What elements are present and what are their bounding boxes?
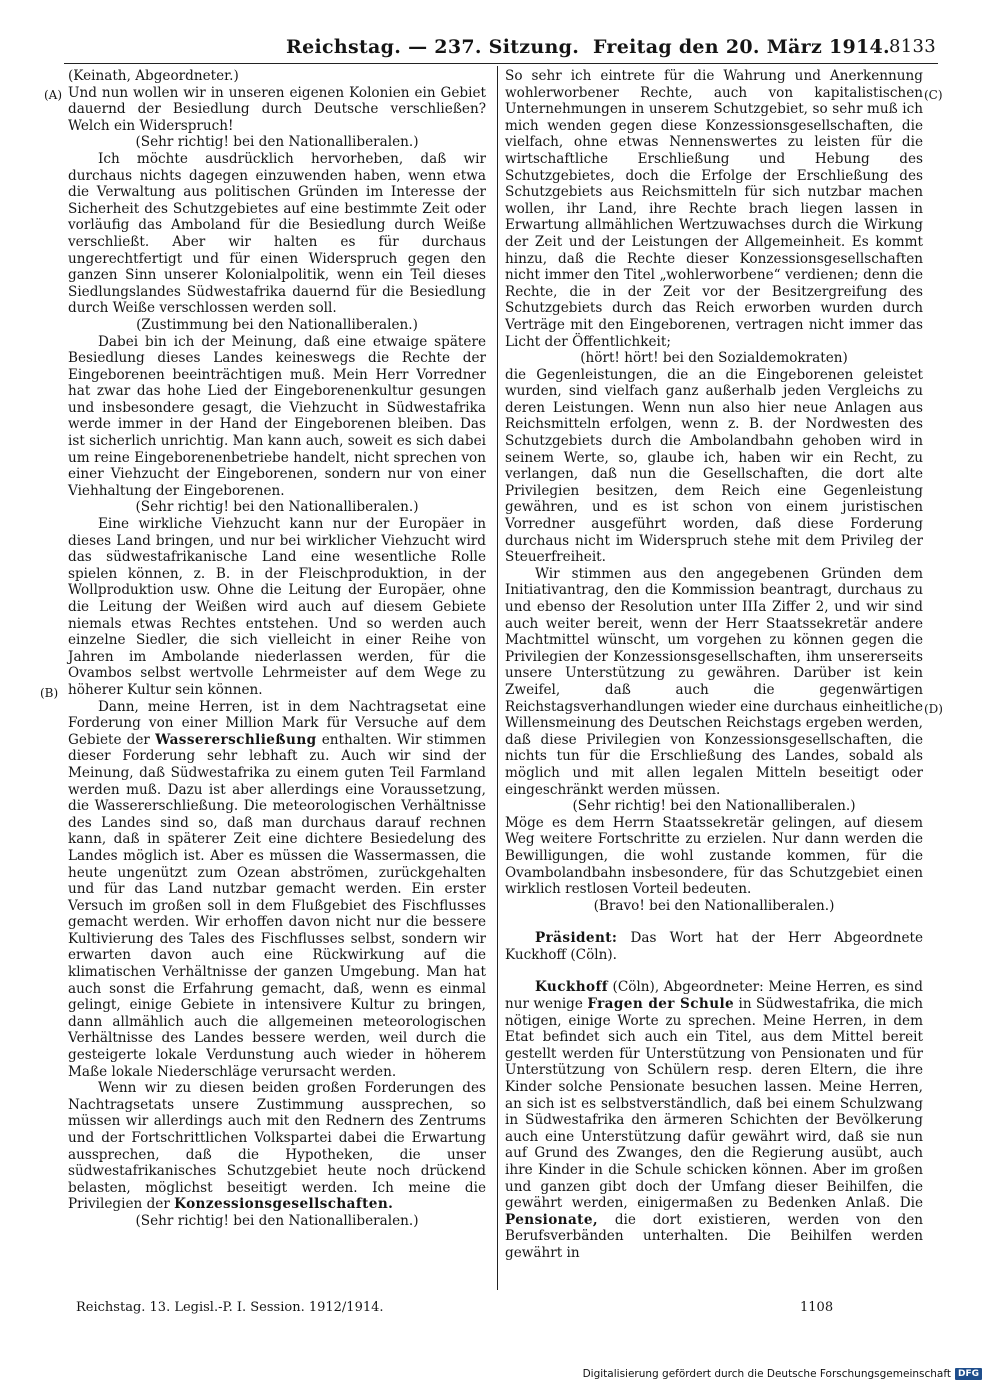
speaker-name: Präsident:: [535, 930, 618, 947]
header-rule: [64, 63, 938, 64]
right-column: [505, 68, 923, 1262]
paragraph: Eine wirkliche Viehzucht kann nur der Europäer in dieses Land bringen, und nur bei wirklicher Viehzucht wird das südwestafrikanische Land eine wesentliche Rolle spielen können, z. B. in der Fleischproduktion, in der Wollproduktion usw. Ohne die Leitung der Europäer, ohne die Leitung der Weißen wird auch auf diesem Gebiete niemals etwas Rechtes entstehen. Und so werden auch einzelne Siedler, die sich vielleicht in einer Reihe von Jahren im Ambolande niederlassen werden, für die Ovambos selbst wertvolle Lehrmeister auf dem Wege zu höherer Kultur sein können.: [68, 516, 486, 698]
paragraph: So sehr ich eintrete für die Wahrung und Anerkennung wohlerworbener Rechte, auch von kapitalistischen Unternehmungen in unserem Schutzgebiet, so sehr muß ich mich wenden gegen diese Konzessionsgesellschaften, die vielfach, ohne etwas Nennenswertes zu leisten für die wirtschaftliche Erschließung und Hebung des Schutzgebietes, doch die Erfolge der Erschließung des Schutzgebiets aus Reichsmitteln für sich nutzbar machen wollen, ihr Land, ihre Rechte brach liegen lassen in Erwartung allmählichen Wertzuwachses durch die Wirkung der Zeit und der Leistungen der Allgemeinheit. Es kommt hinzu, daß die Rechte dieser Konzessionsgesellschaften nicht immer den Titel „wohlerworbene“ verdienen; denn die Rechte, die in der Zeit vor der Besitzergreifung des Schutzgebiets durch das Reich erworben wurden durch Verträge mit den Eingeborenen, vertragen nicht immer das Licht der Öffentlichkeit;: [505, 68, 923, 350]
speaker-continuation: (Keinath, Abgeordneter.): [68, 68, 239, 84]
dfg-logo: DFG: [955, 1368, 982, 1380]
margin-label-d: (D): [924, 702, 943, 716]
interjection: (hört! hört! bei den Sozialdemokraten): [580, 350, 848, 367]
emphasis-term: Wassererschließung: [155, 731, 317, 748]
paragraph-text: enthalten. Wir stimmen dieser Forderung sehr lebhaft zu. Auch wir sind der Meinung, daß Südwestafrika zu einem guten Teil Farmland werden muß. Dazu ist aber allerdings eine Voraussetzung, die Wassererschließung. Die meteorologischen Verhältnisse des Landes sind so, daß man durchaus darauf rechnen kann, daß in späterer Zeit eine dichtere Besiedelung des Landes möglich ist. Aber es müssen die Wassermassen, die heute ungenützt zum Ozean abströmen, zurückgehalten und für das Land nutzbar gemacht werden. Ein erster Versuch im großen soll in dem Flußgebiet des Fischflusses gemacht werden. Wir erhoffen davon nicht nur die bessere Kultivierung des Tales des Fischflusses selbst, sondern wir erwarten davon auch eine Rückwirkung auf die klimatischen Verhältnisse der ganzen Umgebung. Man hat auch sonst die Erfahrung gemacht, daß, wenn es einmal gelingt, einige Gebiete in intensivere Kultur zu bringen, dann allmählich auch die allgemeinen meteorologischen Verhältnisse des Landes bessere werden, weil durch die gesteigerte lokale Verdunstung auch wieder in höherem Maße lokale Niederschläge verursacht werden.: [68, 731, 487, 1080]
margin-label-b: (B): [40, 686, 59, 700]
emphasis-term: Konzessionsgesellschaften.: [174, 1196, 394, 1213]
header-date: Freitag den 20. März 1914.: [592, 36, 890, 58]
credit-text: Digitalisierung gefördert durch die Deutsche Forschungsgemeinschaft: [582, 1368, 951, 1380]
paragraph: [68, 699, 486, 1081]
digitization-credit: [583, 1367, 982, 1381]
interjection: (Sehr richtig! bei den Nationalliberalen.): [135, 1212, 419, 1229]
margin-label-a: (A): [44, 88, 63, 102]
paragraph: [68, 1080, 486, 1213]
paragraph-text: Das Wort hat der Herr Abgeordnete Kuckhoff (Cöln).: [505, 930, 924, 963]
left-column: [68, 68, 486, 1230]
speaker-name: Kuckhoff: [535, 979, 608, 996]
spacer: [505, 963, 923, 979]
paragraph: Wir stimmen aus den angegebenen Gründen dem Initiativantrag, den die Kommission beantragt, durchaus zu und ebenso der Resolution unter IIIa Ziffer 2, und wir sind auch weiter bereit, wenn der Herr Staatssekretär andere Machtmittel wünscht, um vorgehen zu können gegen die Privilegien der Konzessionsgesellschaften, ihm unsererseits unsere Unterstützung zu gewähren. Darüber ist kein Zweifel, daß auch die gegenwärtigen Reichstagsverhandlungen wieder eine durchaus einheitliche Willensmeinung des Deutschen Reichstags ergeben werden, daß diese Privilegien von Konzessionsgesellschaften, die nichts tun für die Erschließung des Landes, sobald als möglich und mit allen legalen Mitteln beseitigt oder eingeschränkt werden müssen.: [505, 565, 923, 798]
emphasis-term: Fragen der Schule: [587, 996, 735, 1013]
paragraph-text: die dort existieren, werden von den Berufsverbänden unterhalten. Die Beihilfen werden gewährt in: [505, 1211, 924, 1261]
paragraph-text: (Cöln), Abgeordneter: Meine Herren, es sind nur wenige: [505, 979, 923, 1013]
paragraph-text: Wenn wir zu diesen beiden großen Forderungen des Nachtragsetats unsere Zustimmung aussprechen, so müssen wir allerdings auch mit den Rednern des Zentrums und der Fortschrittlichen Volkspartei dabei die Erwartung aussprechen, daß die Hypotheken, die unser südwestafrikanisches Schutzgebiet heute noch drückend belasten, möglichst beseitigt werden. Ich meine die Privilegien der: [68, 1080, 486, 1213]
paragraph: Dabei bin ich der Meinung, daß eine etwaige spätere Besiedlung dieses Landes keineswegs die Rechte der Eingeborenen beeinträchtigen muß. Mein Herr Vorredner hat zwar das hohe Lied der Eingeborenenkultur gesungen und insbesondere gesagt, die Viehzucht in Südwestafrika werde immer in der Hand der Eingeborenen bleiben. Das ist sicherlich unrichtig. Man kann auch, soweit es sich dabei um reine Eingeborenenbetriebe handelt, nicht sprechen von einer Viehzucht der Eingeborenen, sondern nur von einer Viehhaltung der Eingeborenen.: [68, 333, 486, 499]
page-number: 8133: [888, 36, 936, 57]
paragraph: Möge es dem Herrn Staatssekretär gelingen, auf diesem Weg weitere Fortschritte zu erzielen. Nur dann werden die Bewilligungen, die wohl zustande kommen, für die Ovambolandbahn insbesondere, für das Schutzgebiet einen wirklich restlosen Vorteil bedeuten.: [505, 814, 923, 898]
page-header: [64, 30, 936, 58]
footer-session: Reichstag. 13. Legisl.-P. I. Session. 1912/1914.: [76, 1300, 384, 1315]
interjection: (Sehr richtig! bei den Nationalliberalen.): [135, 499, 419, 516]
speech-paragraph: [505, 979, 923, 1261]
column-divider: [497, 66, 498, 1290]
president-statement: [505, 930, 923, 963]
emphasis-term: Pensionate,: [505, 1211, 599, 1228]
header-session: Reichstag. — 237. Sitzung.: [286, 36, 580, 58]
paragraph-text: Dann, meine Herren, ist in dem Nachtragsetat eine Forderung von einer Million Mark für Versuche auf dem Gebiete der: [68, 698, 486, 748]
paragraph: Ich möchte ausdrücklich hervorheben, daß wir durchaus nichts dagegen einzuwenden haben, wenn etwa die Verwaltung aus politischen Gründen im Interesse der Sicherheit des Schutzgebietes auf eine bestimmte Zeit oder vorläufig das Amboland für die Besiedlung durch Weiße verschließt. Aber wir halten es für durchaus ungerechtfertigt und für einen Widerspruch gegen den ganzen Sinn unserer Kolonialpolitik, wenn ein Teil dieses Siedlungslandes Südwestafrika dauernd für die Besiedlung durch Weiße verschlossen werden soll.: [68, 150, 486, 317]
interjection: (Sehr richtig! bei den Nationalliberalen.): [572, 798, 856, 815]
paragraph-text: in Südwestafrika, die mich nötigen, einige Worte zu sprechen. Meine Herren, in dem Etat befindet sich auch ein Titel, aus dem Mittel bereit gestellt werden für Unterstützung von Pensionaten und für Unterstützung von Schülern resp. deren Eltern, die ihre Kinder solche Pensionate besuchen lassen. Meine Herren, an sich ist es selbstverständlich, daß bei einem Schulzwang in Südwestafrika den ärmeren Schichten der Bevölkerung auch eine Unterstützung dafür gewährt wird, daß sie nun auf Grund des Zwanges, den die Regierung ausübt, auch ihre Kinder in die Schule schicken können. Aber im großen und ganzen gibt doch der Umfang dieser Beihilfen, die gewährt werden, einigermaßen zu Bedenken Anlaß. Die: [505, 996, 923, 1212]
paragraph: Und nun wollen wir in unseren eigenen Kolonien ein Gebiet dauernd der Besiedlung durch Deutsche verschließen? Welch ein Widerspruch!: [68, 84, 486, 134]
paragraph: die Gegenleistungen, die an die Eingeborenen geleistet wurden, sind vielfach ganz außerhalb jeden Vergleichs zu deren Leistungen. Wenn nun also hier neue Anlagen aus Reichsmitteln erfolgen, wenn z. B. der Nordwesten des Schutzgebiets durch die Ambolandbahn gehoben wird in seinem Werte, so, glaube ich, haben wir ein Recht, zu verlangen, daß nun die Gesellschaften, die dort alte Privilegien besitzen, dem Reich eine Gegenleistung gewähren, und es ist schon von einem juristischen Vorredner ausgeführt worden, daß diese Forderung durchaus nicht im Widerspruch stehe mit dem Privileg der Steuerfreiheit.: [505, 366, 923, 566]
margin-label-c: (C): [924, 88, 943, 102]
spacer: [505, 914, 923, 930]
header-title: [286, 36, 890, 58]
interjection: (Bravo! bei den Nationalliberalen.): [593, 897, 835, 914]
interjection: (Zustimmung bei den Nationalliberalen.): [136, 316, 418, 333]
footer-sheet-number: 1108: [800, 1300, 834, 1315]
interjection: (Sehr richtig! bei den Nationalliberalen.): [135, 134, 419, 151]
